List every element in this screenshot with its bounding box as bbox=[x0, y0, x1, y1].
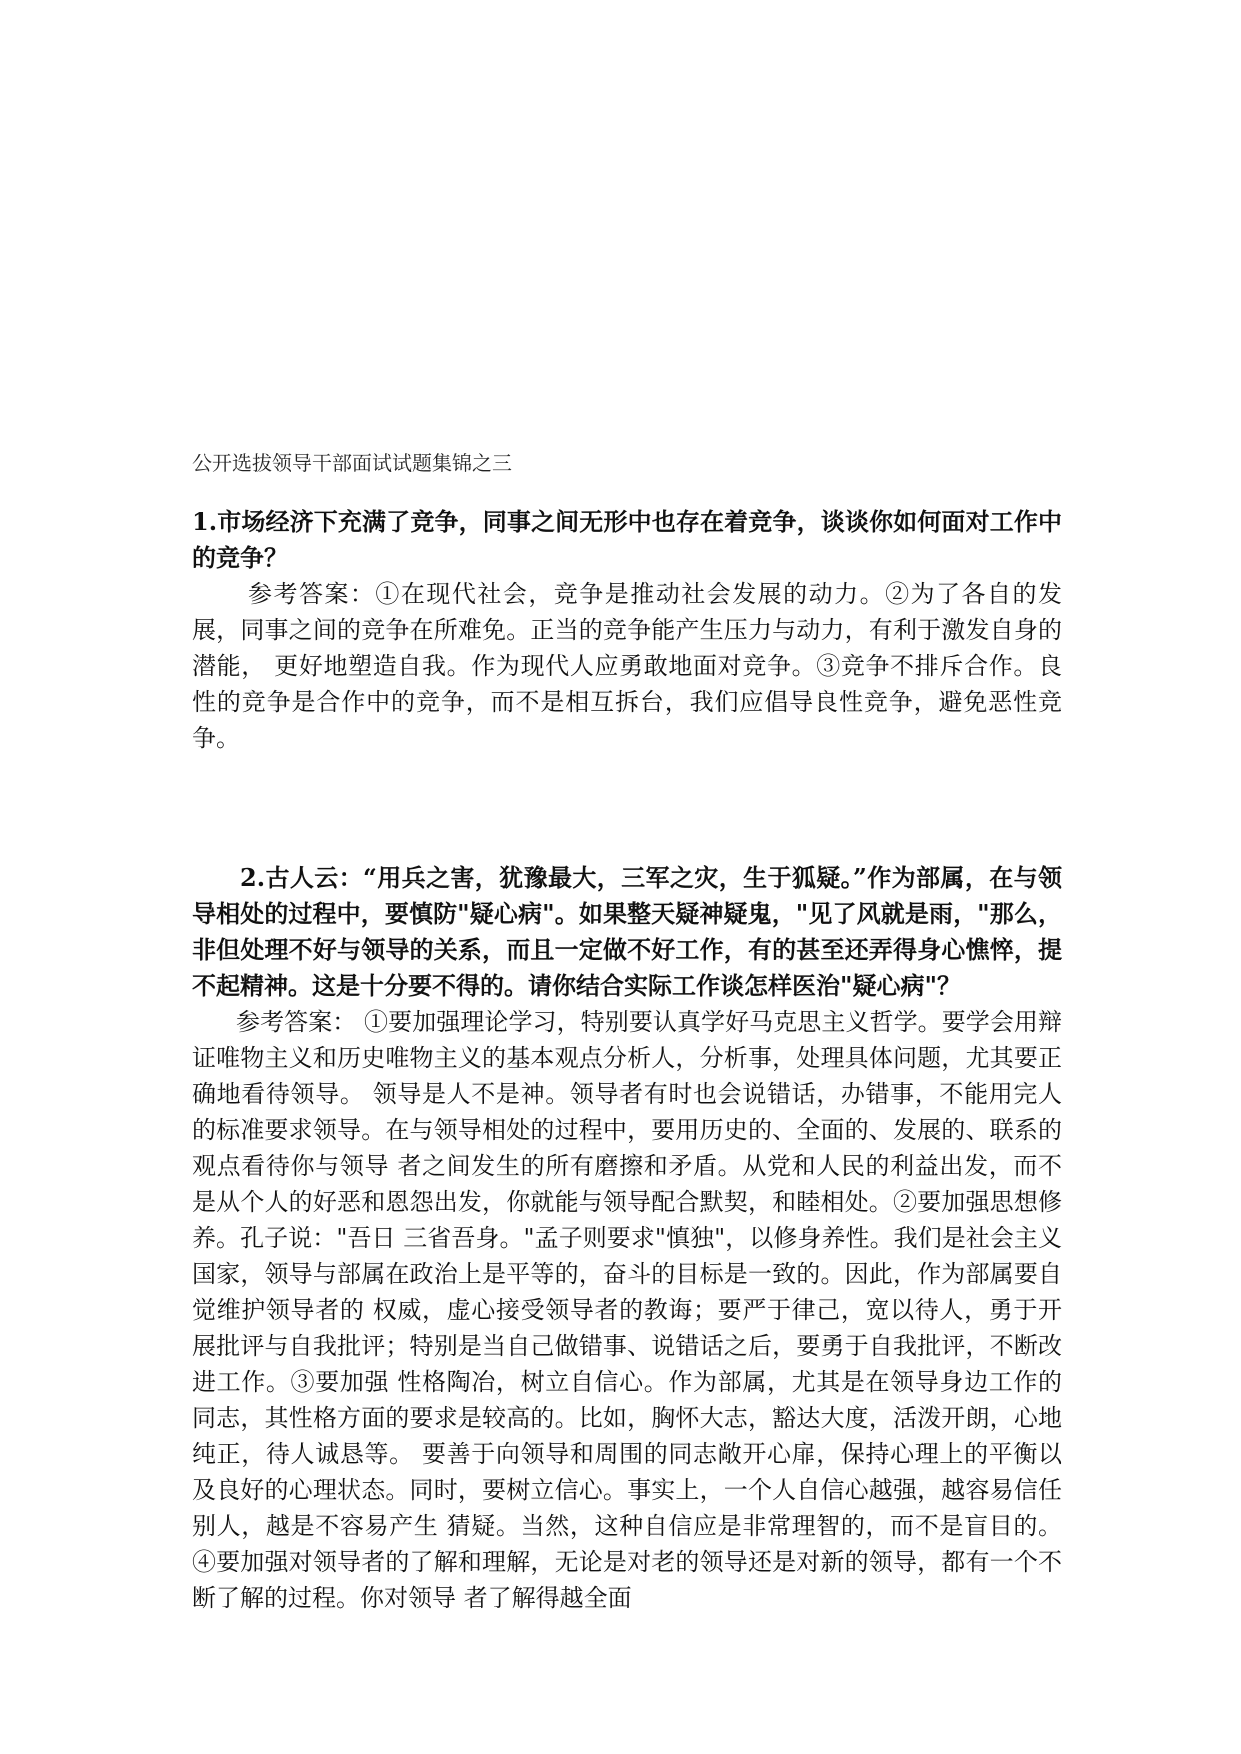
spacer bbox=[192, 756, 1062, 860]
question-block-2 bbox=[192, 860, 1062, 1616]
answer-label: 参考答案： bbox=[236, 1008, 357, 1036]
answer-text: ①要加强理论学习，特别要认真学好马克思主义哲学。要学会用辩证唯物主义和历史唯物主义的基本观点分析人，分析事，处理具体问题，尤其要正确地看待领导。 领导是人不是神。领导者有时也会说错话，办错事，不能用完人的标准要求领导。在与领导相处的过程中，要用历史的、全面的、发展的、联系的观点看待你与领导 者之间发生的所有磨擦和矛盾。从党和人民的利益出发，而不是从个人的好恶和恩怨出发，你就能与领导配合默契，和睦相处。②要加强思想修养。孔子说："吾日 三省吾身。"孟子则要求"慎独"，以修身养性。我们是社会主义国家，领导与部属在政治上是平等的，奋斗的目标是一致的。因此，作为部属要自觉维护领导者的 权威，虚心接受领导者的教诲；要严于律己，宽以待人，勇于开展批评与自我批评；特别是当自己做错事、说错话之后，要勇于自我批评，不断改进工作。③要加强 性格陶冶，树立自信心。作为部属，尤其是在领导身边工作的同志，其性格方面的要求是较高的。比如，胸怀大志，豁达大度，活泼开朗，心地纯正，待人诚恳等。 要善于向领导和周围的同志敞开心扉，保持心理上的平衡以及良好的心理状态。同时，要树立信心。事实上，一个人自信心越强，越容易信任别人，越是不容易产生 猜疑。当然，这种自信应是非常理智的，而不是盲目的。④要加强对领导者的了解和理解，无论是对老的领导还是对新的领导，都有一个不断了解的过程。你对领导 者了解得越全面 bbox=[192, 1008, 1062, 1612]
document-content bbox=[192, 448, 1062, 1616]
question-text: 1.市场经济下充满了竞争，同事之间无形中也存在着竞争，谈谈你如何面对工作中的竞争？ bbox=[192, 507, 1062, 572]
answer-label: 参考答案： bbox=[248, 580, 376, 608]
document-title: 公开选拔领导干部面试试题集锦之三 bbox=[192, 451, 512, 475]
answer-text: ①在现代社会，竞争是推动社会发展的动力。②为了各自的发展，同事之间的竞争在所难免。正当的竞争能产生压力与动力，有利于激发自身的潜能， 更好地塑造自我。作为现代人应勇敢地面对竞争。③竞争不排斥合作。良性的竞争是合作中的竞争，而不是相互拆台，我们应倡导良性竞争，避免恶性竞争。 bbox=[192, 580, 1063, 752]
answer-paragraph bbox=[192, 1004, 1062, 1616]
answer-paragraph bbox=[192, 576, 1062, 756]
question-block-1 bbox=[192, 504, 1062, 756]
question-text: 2.古人云：“用兵之害，犹豫最大，三军之灾，生于狐疑。”作为部属，在与领导相处的过程中，要慎防"疑心病"。如果整天疑神疑鬼，"见了风就是雨，"那么，非但处理不好与领导的关系，而且一定做不好工作，有的甚至还弄得身心憔悴，提不起精神。这是十分要不得的。请你结合实际工作谈怎样医治"疑心病"？ bbox=[192, 863, 1062, 1000]
